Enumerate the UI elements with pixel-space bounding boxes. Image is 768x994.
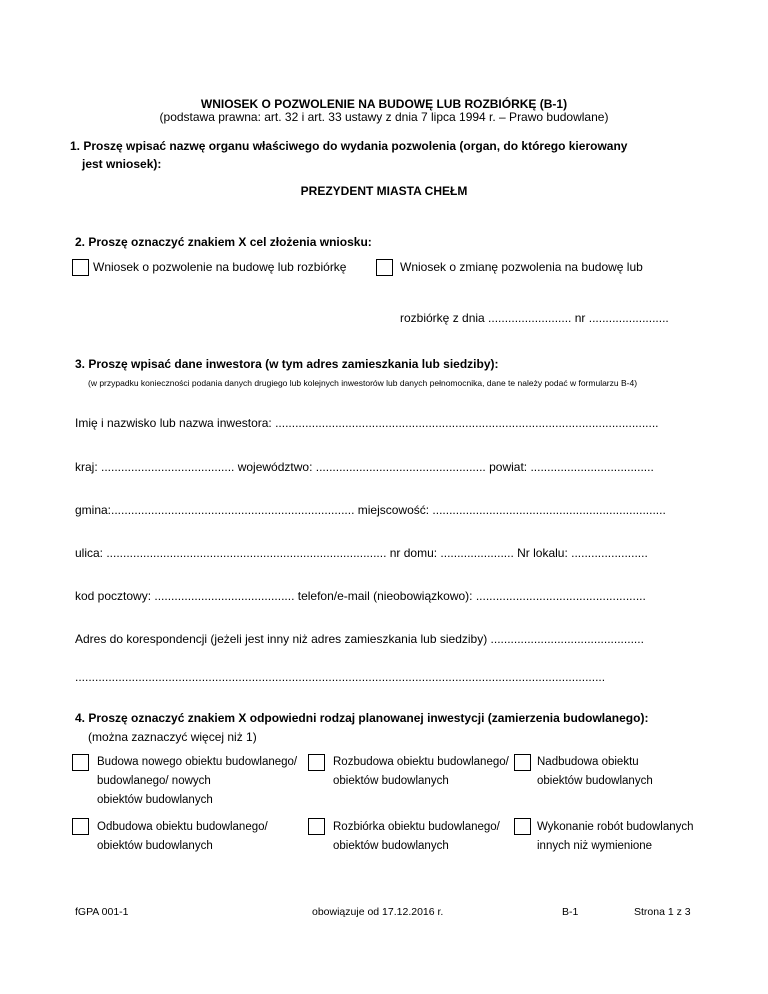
option-building-permit-label: Wniosek o pozwolenie na budowę lub rozbiórkę (93, 260, 347, 274)
checkbox-new-construction[interactable] (72, 754, 89, 771)
checkbox-superstructure[interactable] (514, 754, 531, 771)
checkbox-reconstruction[interactable] (72, 818, 89, 835)
footer-valid-from: obowiązuje od 17.12.2016 r. (312, 906, 444, 918)
street-house-unit-fields[interactable]: ulica: .................................................................................... nr domu: ...................... Nr lokalu: ....................... (75, 546, 648, 560)
checkbox-other-works[interactable] (514, 818, 531, 835)
section-4-heading: 4. Proszę oznaczyć znakiem X odpowiedni rodzaj planowanej inwestycji (zamierzenia budowlanego): (75, 711, 649, 725)
option-reconstruction-label: Odbudowa obiektu budowlanego/ (97, 821, 268, 833)
option-extension-label-2: obiektów budowlanych (333, 775, 449, 787)
option-demolition-label-2: obiektów budowlanych (333, 840, 449, 852)
option-superstructure-label-2: obiektów budowlanych (537, 775, 653, 787)
section-4-note: (można zaznaczyć więcej niż 1) (88, 730, 257, 744)
form-title: WNIOSEK O POZWOLENIE NA BUDOWĘ LUB ROZBIÓRKĘ (B-1) (200, 97, 568, 111)
section-1-heading-cont: jest wniosek): (82, 157, 162, 171)
option-other-works-label: Wykonanie robót budowlanych (537, 821, 694, 833)
checkbox-extension[interactable] (308, 754, 325, 771)
checkbox-demolition[interactable] (308, 818, 325, 835)
section-3-heading: 3. Proszę wpisać dane inwestora (w tym adres zamieszkania lub siedziby): (75, 357, 499, 371)
option-new-construction-label-2: budowlanego/ nowych (97, 775, 211, 787)
section-1-heading: 1. Proszę wpisać nazwę organu właściwego do wydania pozwolenia (organ, do którego kierowany (70, 139, 628, 153)
option-reconstruction-label-2: obiektów budowlanych (97, 840, 213, 852)
municipality-city-fields[interactable]: gmina:......................................................................... miejscowość: ...................................................................... (75, 503, 666, 517)
correspondence-address-field-line2[interactable]: ............................................................................................................................................................... (75, 670, 606, 684)
option-new-construction-label-3: obiektów budowlanych (97, 794, 213, 806)
checkbox-permit-change[interactable] (376, 259, 393, 276)
investor-name-field[interactable]: Imię i nazwisko lub nazwa inwestora: ................................................................................................................... (75, 416, 659, 430)
footer-form-id: B-1 (562, 906, 579, 918)
section-3-note: (w przypadku konieczności podania danych drugiego lub kolejnych inwestorów lub danych pełnomocnika, dane te należy podać w formularzu B-4) (88, 378, 638, 388)
permit-change-date-number[interactable]: rozbiórkę z dnia ......................... nr ........................ (400, 311, 669, 325)
legal-basis: (podstawa prawna: art. 32 i art. 33 ustawy z dnia 7 lipca 1994 r. – Prawo budowlane) (159, 110, 609, 124)
section-2-heading: 2. Proszę oznaczyć znakiem X cel złożenia wniosku: (75, 235, 372, 249)
option-demolition-label: Rozbiórka obiektu budowlanego/ (333, 821, 500, 833)
footer-form-code: fGPA 001-1 (75, 906, 129, 918)
organ-name: PREZYDENT MIASTA CHEŁM (300, 184, 468, 198)
footer-page-number: Strona 1 z 3 (634, 906, 691, 918)
option-new-construction-label: Budowa nowego obiektu budowlanego/ (97, 756, 298, 768)
option-superstructure-label: Nadbudowa obiektu (537, 756, 639, 768)
option-permit-change-label: Wniosek o zmianę pozwolenia na budowę lub (400, 260, 643, 274)
country-region-county-fields[interactable]: kraj: ........................................ województwo: ................................................... powiat: ..................................... (75, 460, 654, 474)
option-extension-label: Rozbudowa obiektu budowlanego/ (333, 756, 509, 768)
postal-code-contact-fields[interactable]: kod pocztowy: .......................................... telefon/e-mail (nieobowiązkowo): ................................................... (75, 589, 646, 603)
checkbox-building-permit[interactable] (72, 259, 89, 276)
correspondence-address-field[interactable]: Adres do korespondencji (jeżeli jest inny niż adres zamieszkania lub siedziby) .............................................. (75, 632, 644, 646)
option-other-works-label-2: innych niż wymienione (537, 840, 653, 852)
